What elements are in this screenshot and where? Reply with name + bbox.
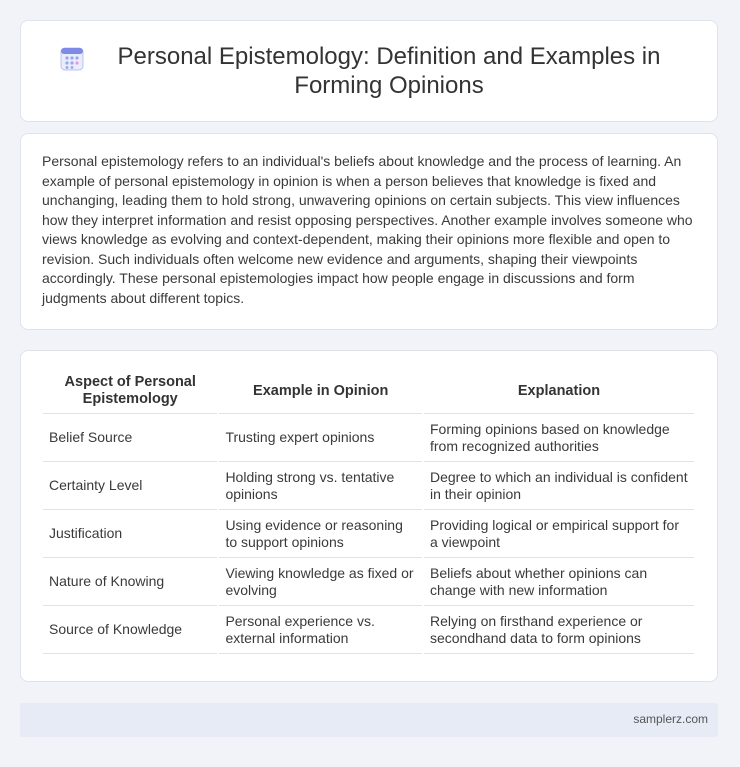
intro-card [20, 133, 718, 330]
footer-site-link[interactable]: samplerz.com [633, 712, 708, 726]
table-cell: Using evidence or reasoning to support opinions [219, 510, 422, 558]
table-cell: Trusting expert opinions [219, 414, 422, 462]
epistemology-table [41, 369, 696, 654]
column-header-explanation: Explanation [424, 369, 694, 414]
title-card [20, 20, 718, 122]
table-row [43, 558, 694, 606]
table-card [20, 350, 718, 682]
table-cell: Belief Source [43, 414, 217, 462]
intro-paragraph: Personal epistemology refers to an individual's beliefs about knowledge and the process of learning. An example of personal epistemology in opinion is when a person believes that knowledge is fixed and unchanging, leading them to hold strong, unwavering opinions on certain subjects. This view influences how they interpret information and resist opposing perspectives. Another example involves someone who views knowledge as evolving and context-dependent, making their opinions more flexible and open to revision. Such individuals often welcome new evidence and arguments, shaping their viewpoints accordingly. These personal epistemologies impact how people engage in discussions and form judgments about different topics. [42, 153, 693, 306]
table-row [43, 510, 694, 558]
calendar-grid-icon [59, 46, 85, 72]
table-row [43, 606, 694, 654]
table-cell: Source of Knowledge [43, 606, 217, 654]
table-cell: Providing logical or empirical support for a viewpoint [424, 510, 694, 558]
table-cell: Certainty Level [43, 462, 217, 510]
table-cell: Holding strong vs. tentative opinions [219, 462, 422, 510]
table-cell: Relying on firsthand experience or secondhand data to form opinions [424, 606, 694, 654]
column-header-example: Example in Opinion [219, 369, 422, 414]
page-title: Personal Epistemology: Definition and Examples in Forming Opinions [117, 43, 661, 99]
table-cell: Viewing knowledge as fixed or evolving [219, 558, 422, 606]
title-wrap [59, 42, 679, 100]
column-header-aspect: Aspect of Personal Epistemology [43, 369, 217, 414]
table-cell: Degree to which an individual is confident in their opinion [424, 462, 694, 510]
table-cell: Nature of Knowing [43, 558, 217, 606]
table-row [43, 414, 694, 462]
table-cell: Personal experience vs. external information [219, 606, 422, 654]
table-header-row [43, 369, 694, 414]
footer [20, 703, 718, 737]
table-cell: Forming opinions based on knowledge from recognized authorities [424, 414, 694, 462]
table-cell: Beliefs about whether opinions can change with new information [424, 558, 694, 606]
table-cell: Justification [43, 510, 217, 558]
table-row [43, 462, 694, 510]
